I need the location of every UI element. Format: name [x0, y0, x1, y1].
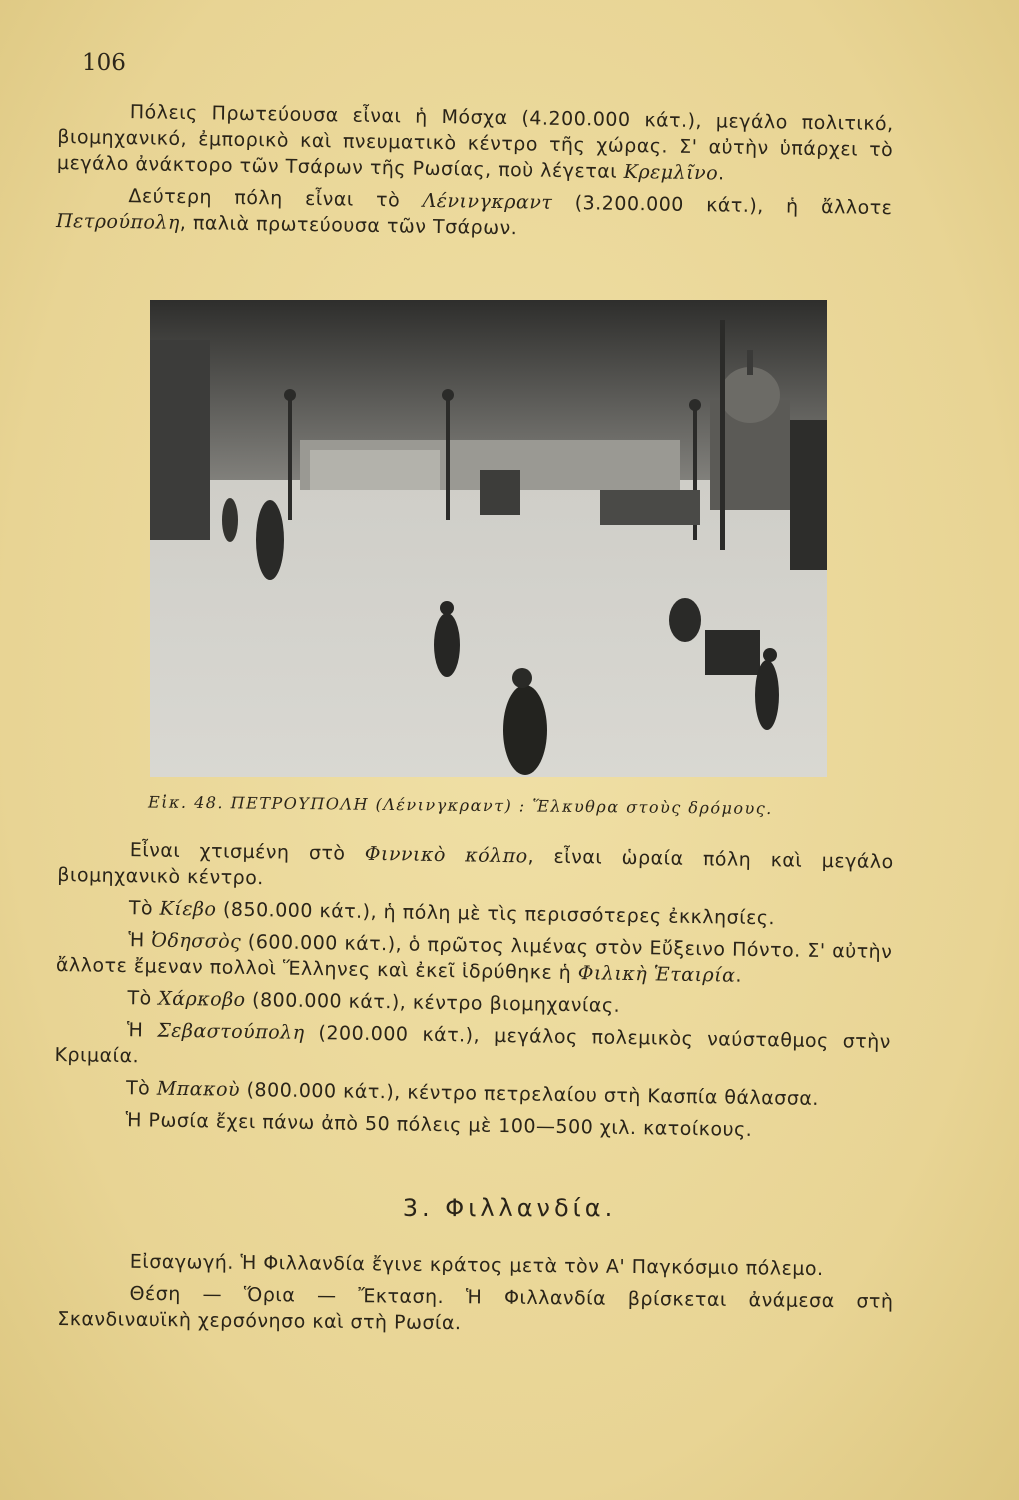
italic-term: Σεβαστούπολη	[157, 1019, 305, 1044]
paragraph-tail: , παλιὰ πρωτεύουσα τῶν Τσάρων.	[179, 211, 518, 240]
paragraph-text: (3.200.000 κάτ.), ἡ ἄλλοτε	[552, 191, 893, 220]
paragraph-text: (600.000 κάτ.), ὁ πρῶτος λιμένας στὸν Εὔξεινο Πόντο. Σ' αὐτὴν ἄλλοτε ἔμεναν πολλοὶ Ἕλληνες καὶ ἐκεῖ ἱδρύθηκε ἡ	[55, 930, 893, 985]
paragraph-text: Ἡ	[126, 1019, 158, 1042]
middle-text-block	[53, 836, 894, 1145]
paragraph-lead: Θέση — Ὅρια — Ἔκταση.	[129, 1282, 445, 1309]
paragraph-text: Ἡ Ρωσία ἔχει πάνω ἀπὸ 50 πόλεις μὲ 100—500 χιλ. κατοίκους.	[125, 1109, 753, 1141]
italic-term: Κρεμλῖνο	[623, 160, 719, 185]
figure-caption: Εἰκ. 48. ΠΕΤΡΟΥΠΟΛΗ (Λένινγκραντ) : Ἕλκυθρα στοὺς δρόμους.	[147, 792, 773, 818]
paragraph-text: Ἡ Φιλλανδία ἔγινε κράτος μετὰ τὸν Α' Παγκόσμιο πόλεμο.	[233, 1251, 824, 1281]
paragraph-text: Εἶναι χτισμένη στὸ	[129, 839, 366, 865]
italic-term: Μπακοὺ	[156, 1077, 241, 1101]
paragraph-petrograd	[57, 836, 894, 901]
paragraph-russia-cities	[53, 1106, 889, 1145]
paragraph-lead: Πόλεις	[129, 101, 198, 125]
italic-term: Λένινγκραντ	[422, 189, 553, 214]
italic-term: Πετρούπολη	[55, 209, 181, 234]
figure-photo	[150, 300, 827, 777]
paragraph-introduction	[58, 1248, 894, 1283]
paragraph-tail: (850.000 κάτ.), ἡ πόλη μὲ τὶς περισσότερες ἐκκλησίες.	[216, 898, 776, 930]
paragraph-tail: .	[735, 964, 743, 987]
paragraph-text: Ἡ Φιλλανδία βρίσκεται ἀνάμεσα στὴ Σκανδιναυϊκὴ χερσόνησο καὶ στὴ Ρωσία.	[57, 1286, 894, 1335]
bottom-text-block	[57, 1248, 894, 1341]
paragraph-lead: Εἰσαγωγή.	[129, 1250, 234, 1274]
paragraph-tail: , εἶναι ὡραία πόλη καὶ μεγάλο βιομηχανικὸ κέντρο.	[57, 845, 894, 890]
paragraph-text: Ἡ	[128, 929, 152, 952]
winter-street-photo	[150, 300, 827, 777]
italic-term: Ὀδησσὸς	[151, 929, 242, 953]
paragraph-sevastopol	[54, 1016, 891, 1081]
paragraph-cities	[57, 98, 894, 189]
paragraph-position	[57, 1280, 893, 1341]
italic-term: Φιλικὴ Ἑταιρία	[577, 962, 736, 987]
paragraph-tail: (200.000 κάτ.), μεγάλος πολεμικὸς ναύσταθμος στὴν Κριμαία.	[54, 1021, 892, 1068]
paragraph-text: Τὸ	[128, 897, 160, 920]
italic-term: Φιννικὸ κόλπο	[364, 842, 528, 868]
italic-term: Κίεβο	[159, 897, 217, 921]
paragraph-leningrad	[56, 182, 893, 247]
paragraph-text: Τὸ	[125, 1077, 157, 1100]
paragraph-text: Δεύτερη πόλη εἶναι τὸ	[128, 185, 423, 212]
paragraph-text: Τὸ	[127, 987, 159, 1010]
paragraph-odessa	[56, 926, 893, 991]
italic-term: Χάρκοβο	[158, 987, 246, 1011]
paragraph-tail: (800.000 κάτ.), κέντρο πετρελαίου στὴ Κασπία θάλασσα.	[239, 1078, 820, 1110]
page-number: 106	[82, 50, 126, 76]
paragraph-tail: .	[717, 162, 725, 185]
top-text-block	[56, 98, 894, 247]
paragraph-text: Πρωτεύουσα εἶναι ἡ Μόσχα (4.200.000 κάτ.), μεγάλο πολιτικό, βιομηχανικό, ἐμπορικὸ καὶ πνευματικὸ κέντρο τῆς χώρας. Σ' αὐτὴν ὑπάρχει τὸ μεγάλο ἀνάκτορο τῶν Τσάρων τῆς Ρωσίας, ποὺ λέγεται	[56, 102, 894, 183]
section-heading: 3. Φιλλανδία.	[402, 1194, 617, 1222]
paragraph-tail: (800.000 κάτ.), κέντρο βιομηχανίας.	[245, 988, 621, 1017]
